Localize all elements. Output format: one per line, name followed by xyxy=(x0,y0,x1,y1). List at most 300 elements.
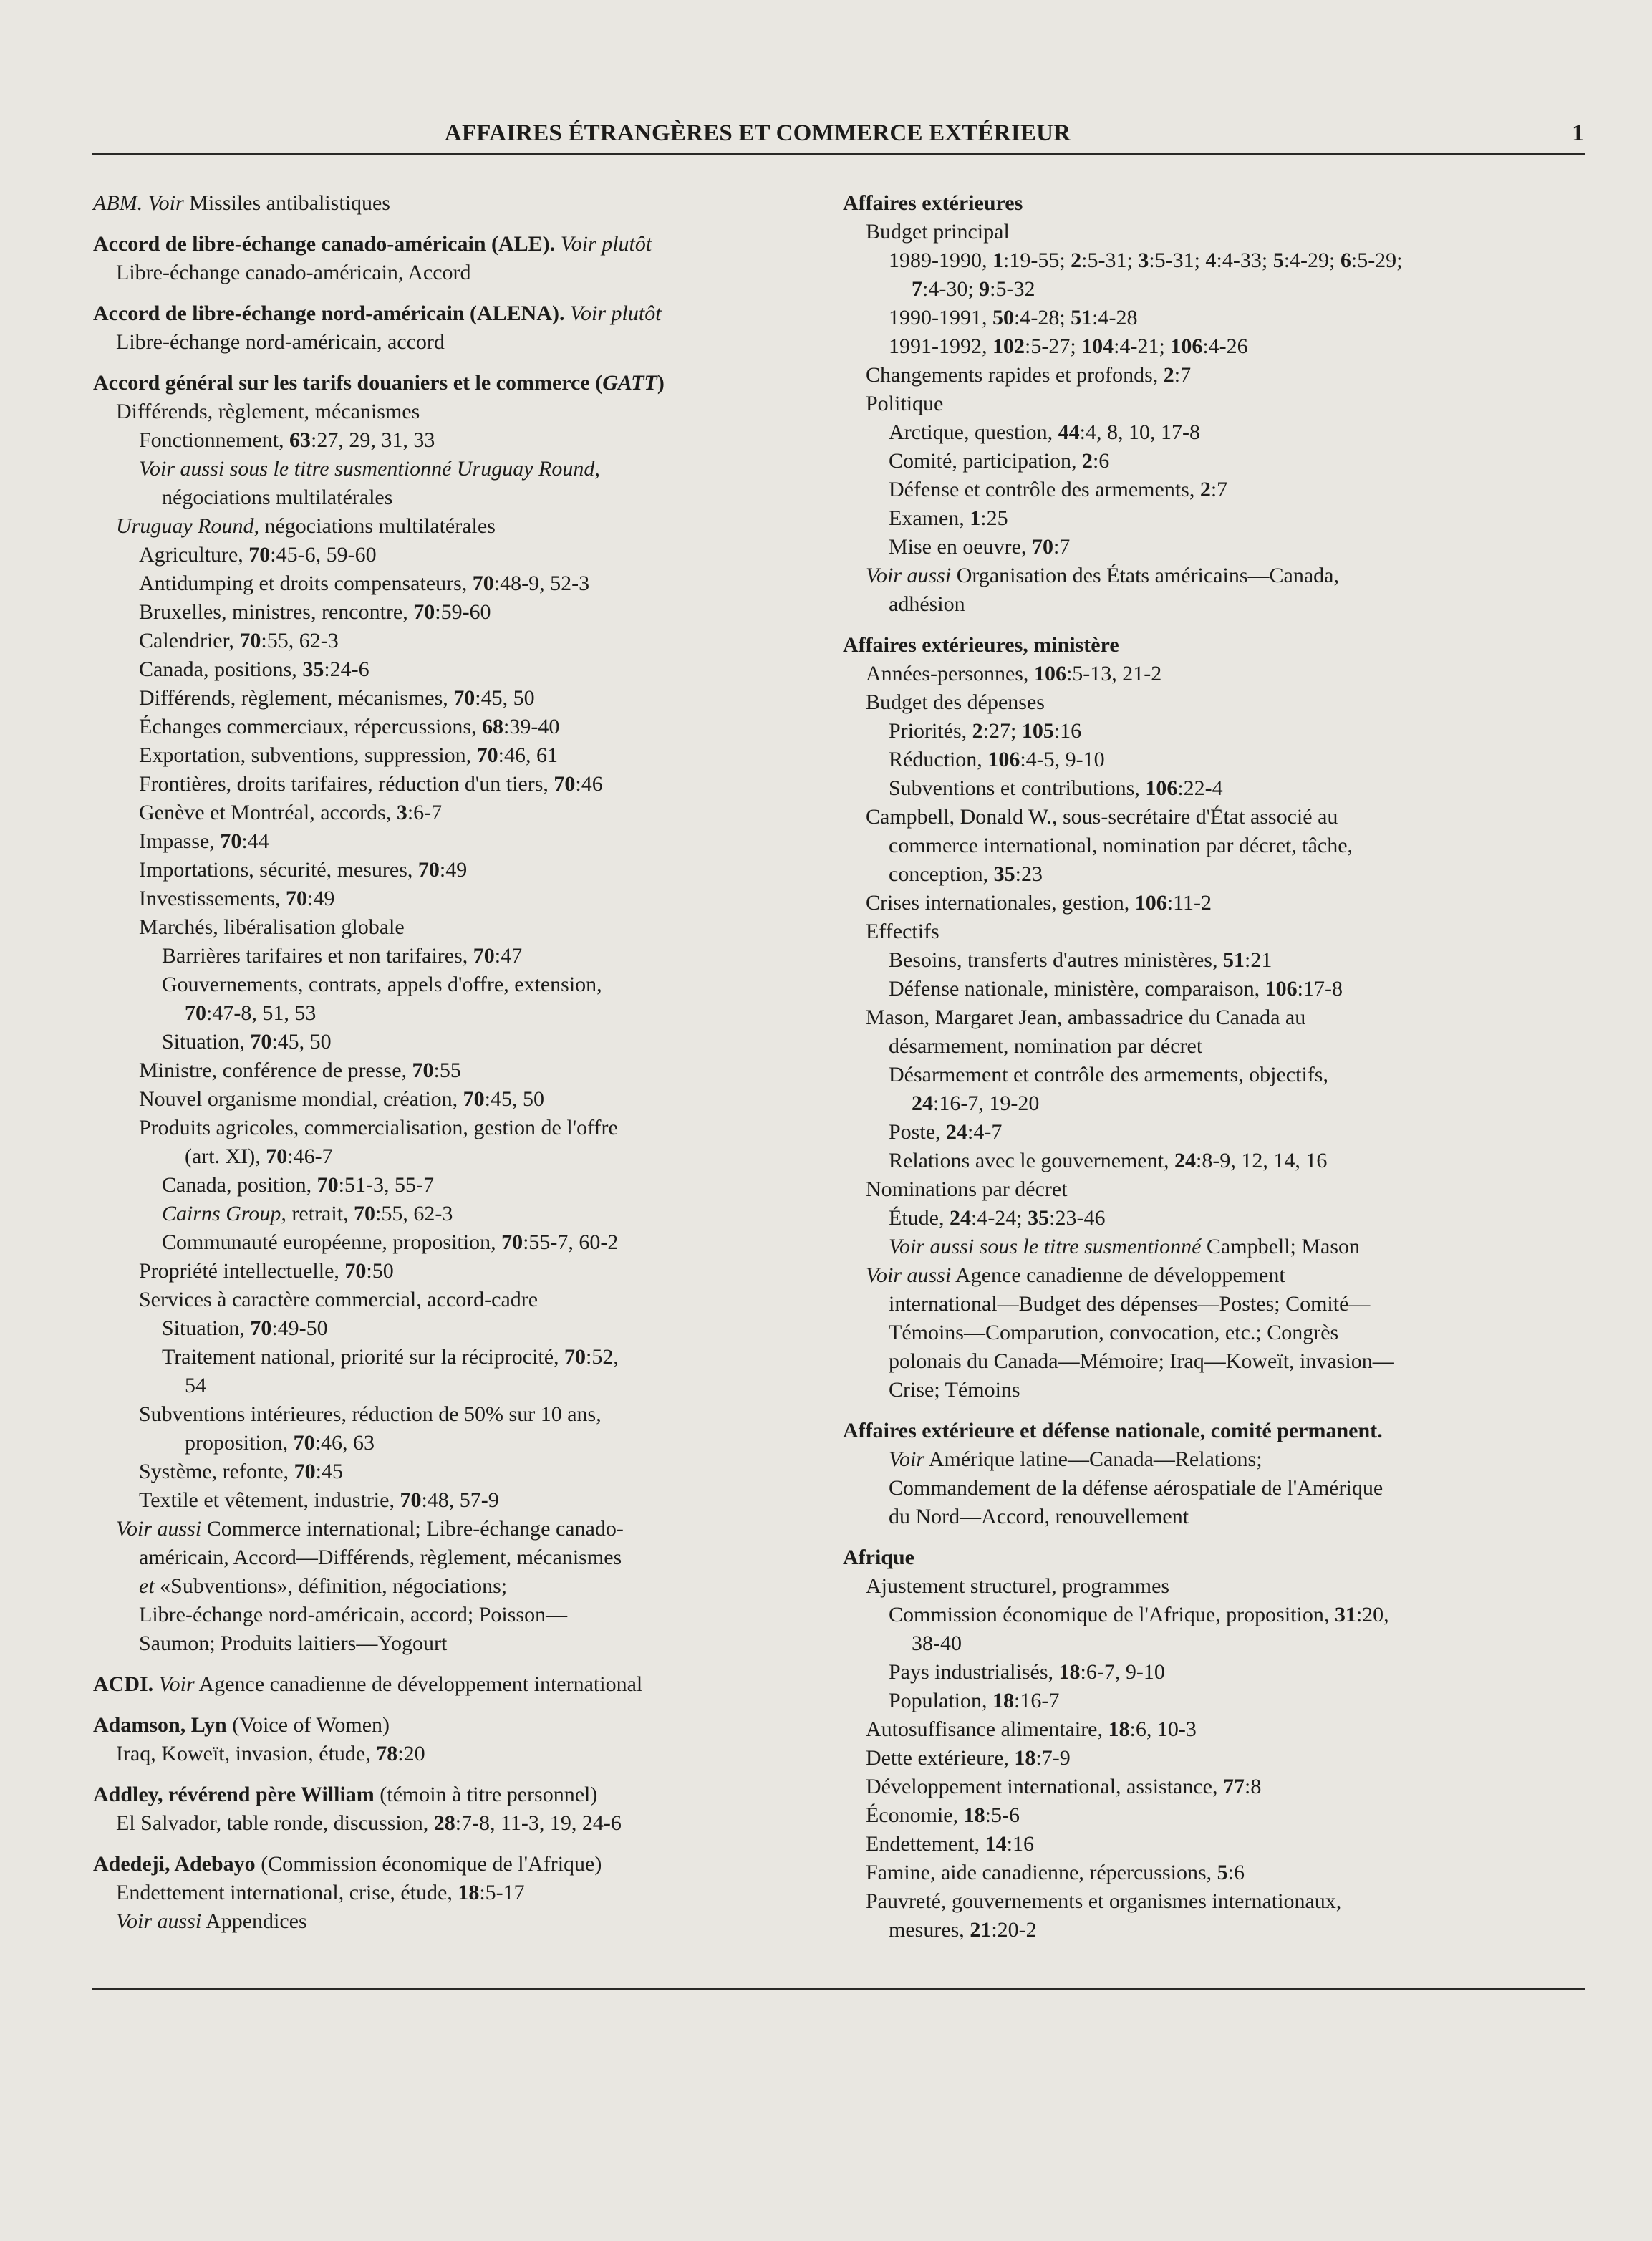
entry-subline xyxy=(93,1142,809,1171)
entry-text: Agence canadienne de développement xyxy=(951,1263,1285,1287)
entry-text: :45-6, 59-60 xyxy=(270,543,377,567)
entry-text: :4-28; xyxy=(1014,306,1071,329)
entry-text: Voir plutôt xyxy=(570,302,662,325)
page-number: 1 xyxy=(1572,120,1584,146)
entry-text: 3 xyxy=(1138,249,1149,272)
entry-text: Échanges commerciaux, répercussions, xyxy=(139,715,482,738)
entry-text: Fonctionnement, xyxy=(139,428,289,452)
entry-text: 70 xyxy=(220,829,242,853)
entry-text: 70 xyxy=(554,772,576,796)
entry-text: Examen, xyxy=(889,506,970,530)
index-entry xyxy=(843,189,1588,619)
entry-text: :8-9, 12, 14, 16 xyxy=(1196,1149,1328,1172)
entry-text: Réduction, xyxy=(889,748,988,771)
entry-text: Commerce international; Libre-échange canado- xyxy=(201,1517,624,1541)
entry-text: Afrique xyxy=(843,1546,914,1569)
entry-heading xyxy=(93,189,809,218)
entry-subline xyxy=(843,1118,1588,1147)
entry-text: mesures, xyxy=(889,1918,970,1942)
page-title: AFFAIRES ÉTRANGÈRES ET COMMERCE EXTÉRIEUR xyxy=(444,120,1071,146)
entry-subline xyxy=(93,569,809,598)
entry-text: Voir xyxy=(148,191,184,215)
entry-subline xyxy=(93,1400,809,1429)
entry-text: 77 xyxy=(1223,1775,1245,1798)
entry-text: Budget principal xyxy=(866,220,1010,244)
entry-text: Communauté européenne, proposition, xyxy=(162,1230,502,1254)
entry-subline xyxy=(843,361,1588,390)
entry-subline xyxy=(843,390,1588,418)
entry-text: Antidumping et droits compensateurs, xyxy=(139,572,473,595)
entry-text: :55, 62-3 xyxy=(261,629,339,652)
entry-text: Cairns Group, xyxy=(162,1202,286,1225)
entry-text: Marchés, libéralisation globale xyxy=(139,915,405,939)
entry-text: 70 xyxy=(285,887,307,910)
entry-text: 70 xyxy=(185,1001,206,1025)
entry-subline xyxy=(93,483,809,512)
entry-text: Accord général sur les tarifs douaniers et le commerce ( xyxy=(93,371,603,395)
entry-subline xyxy=(93,1171,809,1200)
entry-text: GATT xyxy=(602,371,657,395)
entry-subline xyxy=(843,1601,1588,1629)
entry-text: :27, 29, 31, 33 xyxy=(310,428,435,452)
entry-text: 70 xyxy=(412,1059,434,1082)
index-entry xyxy=(93,1670,809,1699)
entry-text: Situation, xyxy=(162,1316,251,1340)
entry-subline xyxy=(93,512,809,541)
entry-text: 9 xyxy=(979,277,990,301)
entry-text: :17-8 xyxy=(1297,977,1343,1001)
entry-heading xyxy=(93,230,809,259)
entry-subline xyxy=(843,774,1588,803)
entry-heading xyxy=(93,369,809,397)
entry-subline xyxy=(93,1543,809,1572)
entry-subline xyxy=(843,218,1588,246)
entry-heading xyxy=(843,631,1588,660)
entry-text: négociations multilatérales xyxy=(259,514,496,538)
entry-text: 70 xyxy=(250,1030,272,1054)
entry-text: 2 xyxy=(1071,249,1082,272)
entry-subline xyxy=(843,418,1588,447)
entry-subline xyxy=(93,1114,809,1142)
entry-text: Exportation, subventions, suppression, xyxy=(139,743,477,767)
entry-text: Nominations par décret xyxy=(866,1177,1068,1201)
entry-text: Produits agricoles, commercialisation, gestion de l'offre xyxy=(139,1116,618,1139)
entry-subline xyxy=(93,1601,809,1629)
entry-text: Population, xyxy=(889,1689,993,1712)
index-entry xyxy=(843,631,1588,1404)
entry-text: Défense et contrôle des armements, xyxy=(889,478,1200,501)
entry-text: 70 xyxy=(453,686,475,710)
entry-text: 70 xyxy=(501,1230,523,1254)
entry-text: Nouvel organisme mondial, création, xyxy=(139,1087,463,1111)
entry-text: :5-31; xyxy=(1149,249,1206,272)
entry-text: 106 xyxy=(1170,334,1203,358)
entry-text: :19-55; xyxy=(1003,249,1071,272)
entry-subline xyxy=(843,1658,1588,1687)
entry-subline xyxy=(93,1286,809,1314)
entry-text: Étude, xyxy=(889,1206,950,1230)
entry-text: 70 xyxy=(400,1488,422,1512)
entry-subline xyxy=(843,1261,1588,1290)
entry-text: Développement international, assistance, xyxy=(866,1775,1223,1798)
entry-subline xyxy=(843,1175,1588,1204)
entry-text: Saumon; Produits laitiers—Yogourt xyxy=(139,1632,448,1655)
entry-subline xyxy=(843,562,1588,590)
entry-text: 70 xyxy=(344,1259,367,1283)
entry-subline xyxy=(93,1429,809,1457)
entry-text: :7-8, 11-3, 19, 24-6 xyxy=(455,1811,622,1835)
entry-subline xyxy=(843,1715,1588,1744)
entry-subline xyxy=(843,447,1588,476)
entry-subline xyxy=(93,259,809,287)
entry-text: 70 xyxy=(472,572,494,595)
index-entry xyxy=(93,369,809,1658)
entry-text: 1989-1990, xyxy=(889,249,992,272)
entry-text: 1990-1991, xyxy=(889,306,992,329)
entry-text: Voir xyxy=(889,1447,925,1471)
entry-text: Crises internationales, gestion, xyxy=(866,891,1135,915)
entry-text: (Commission économique de l'Afrique) xyxy=(255,1852,602,1876)
index-entry xyxy=(843,1543,1588,1944)
entry-subline xyxy=(93,1879,809,1907)
entry-subline xyxy=(843,889,1588,917)
index-entry xyxy=(93,189,809,218)
entry-text: Subventions et contributions, xyxy=(889,776,1146,800)
entry-text: 38-40 xyxy=(912,1632,962,1655)
entry-text: 3 xyxy=(396,801,407,824)
entry-text: :24-6 xyxy=(324,657,369,681)
index-entry xyxy=(843,1417,1588,1531)
entry-text: :49-50 xyxy=(271,1316,328,1340)
entry-text: 5 xyxy=(1217,1861,1228,1884)
entry-text: :39-40 xyxy=(503,715,560,738)
index-entry xyxy=(93,1780,809,1838)
entry-text: retrait, xyxy=(286,1202,354,1225)
entry-text: :4, 8, 10, 17-8 xyxy=(1079,420,1200,444)
entry-text: 24 xyxy=(946,1120,968,1144)
entry-text: :48-9, 52-3 xyxy=(493,572,590,595)
entry-subline xyxy=(93,455,809,483)
entry-text: Autosuffisance alimentaire, xyxy=(866,1717,1108,1741)
entry-text: 70 xyxy=(266,1144,288,1168)
entry-subline xyxy=(93,627,809,655)
entry-subline xyxy=(93,1257,809,1286)
entry-text: Endettement international, crise, étude, xyxy=(116,1881,458,1904)
entry-subline xyxy=(93,1200,809,1228)
entry-subline xyxy=(93,541,809,569)
entry-text: Canada, positions, xyxy=(139,657,303,681)
entry-subline xyxy=(843,917,1588,946)
entry-text: Agence canadienne de développement international xyxy=(194,1672,643,1696)
entry-text: Accord de libre-échange canado-américain (ALE). xyxy=(93,232,556,256)
entry-text: Canada, position, xyxy=(162,1173,317,1197)
entry-text: 18 xyxy=(1014,1746,1036,1770)
entry-text: 104 xyxy=(1081,334,1114,358)
entry-text: 2 xyxy=(1081,449,1093,473)
entry-text: :5-29; xyxy=(1351,249,1403,272)
entry-text: Comité, participation, xyxy=(889,449,1082,473)
entry-heading xyxy=(843,189,1588,218)
entry-text: :4-5, 9-10 xyxy=(1020,748,1105,771)
entry-text: Voir aussi sous le titre susmentionné xyxy=(889,1235,1202,1258)
entry-text: :4-26 xyxy=(1202,334,1248,358)
entry-text: polonais du Canada—Mémoire; Iraq—Koweït, invasion— xyxy=(889,1349,1394,1373)
entry-text: 70 xyxy=(473,944,495,968)
entry-text: Voir aussi sous le titre susmentionné Uruguay Round, xyxy=(139,457,600,481)
entry-text: :55 xyxy=(433,1059,461,1082)
entry-text: 35 xyxy=(993,862,1015,886)
entry-text: 70 xyxy=(476,743,498,767)
entry-text: Libre-échange canado-américain, Accord xyxy=(116,261,471,284)
entry-text: Voir aussi xyxy=(116,1909,202,1933)
entry-text: :51-3, 55-7 xyxy=(338,1173,434,1197)
entry-text: Genève et Montréal, accords, xyxy=(139,801,397,824)
entry-subline xyxy=(843,1319,1588,1347)
entry-text: 18 xyxy=(458,1881,480,1904)
entry-text: :6, 10-3 xyxy=(1129,1717,1197,1741)
entry-text: Dette extérieure, xyxy=(866,1746,1015,1770)
entry-text: :7 xyxy=(1053,535,1071,559)
entry-subline xyxy=(93,426,809,455)
index-entry xyxy=(93,1711,809,1768)
entry-text: Iraq, Koweït, invasion, étude, xyxy=(116,1742,377,1765)
entry-text: 63 xyxy=(289,428,311,452)
entry-text: 54 xyxy=(185,1374,206,1397)
entry-text: :16-7 xyxy=(1014,1689,1060,1712)
entry-subline xyxy=(843,688,1588,717)
entry-text: :46, 63 xyxy=(314,1431,375,1455)
entry-subline xyxy=(843,1474,1588,1503)
entry-text: :44 xyxy=(241,829,269,853)
entry-text: :52, xyxy=(586,1345,619,1369)
entry-text: :5-13, 21-2 xyxy=(1066,662,1162,685)
entry-text: Ministre, conférence de presse, xyxy=(139,1059,412,1082)
entry-text: Commission économique de l'Afrique, proposition, xyxy=(889,1603,1335,1626)
entry-subline xyxy=(843,832,1588,860)
entry-text: Mise en oeuvre, xyxy=(889,535,1032,559)
entry-subline xyxy=(93,328,809,357)
entry-text: Témoins—Comparution, convocation, etc.; Congrès xyxy=(889,1321,1339,1344)
entry-text: 2 xyxy=(1163,363,1174,387)
entry-subline xyxy=(843,1859,1588,1887)
entry-text: Commandement de la défense aérospatiale de l'Amérique xyxy=(889,1476,1383,1500)
entry-text: Propriété intellectuelle, xyxy=(139,1259,345,1283)
entry-text: :6 xyxy=(1227,1861,1245,1884)
entry-subline xyxy=(93,741,809,770)
entry-subline xyxy=(93,799,809,827)
entry-text: 68 xyxy=(482,715,503,738)
entry-subline xyxy=(843,504,1588,533)
entry-text: 70 xyxy=(1031,535,1053,559)
entry-heading xyxy=(93,1711,809,1740)
entry-subline xyxy=(93,856,809,885)
entry-text: 51 xyxy=(1222,948,1245,972)
entry-text: :16-7, 19-20 xyxy=(933,1091,1040,1115)
entry-heading xyxy=(93,299,809,328)
entry-subline xyxy=(843,533,1588,562)
entry-subline xyxy=(93,970,809,999)
entry-text: Campbell, Donald W., sous-secrétaire d'État associé au xyxy=(866,805,1338,829)
index-entry xyxy=(93,230,809,287)
entry-text: 44 xyxy=(1058,420,1080,444)
entry-subline xyxy=(843,476,1588,504)
entry-subline xyxy=(93,655,809,684)
entry-text: Libre-échange nord-américain, accord xyxy=(116,330,445,354)
entry-text: Besoins, transferts d'autres ministères, xyxy=(889,948,1223,972)
entry-text: Relations avec le gouvernement, xyxy=(889,1149,1175,1172)
entry-text: :50 xyxy=(366,1259,394,1283)
entry-subline xyxy=(843,1233,1588,1261)
entry-text: Amérique latine—Canada—Relations; xyxy=(924,1447,1262,1471)
entry-text: Voir aussi xyxy=(116,1517,202,1541)
entry-text: Famine, aide canadienne, répercussions, xyxy=(866,1861,1217,1884)
entry-text: Crise; Témoins xyxy=(889,1378,1020,1402)
entry-text: 35 xyxy=(302,657,324,681)
entry-subline xyxy=(93,1629,809,1658)
entry-text: Années-personnes, xyxy=(866,662,1034,685)
entry-text: 14 xyxy=(985,1832,1007,1856)
entry-text: 21 xyxy=(970,1918,992,1942)
entry-text: :16 xyxy=(1006,1832,1034,1856)
entry-text: Voir aussi xyxy=(866,1263,952,1287)
entry-subline xyxy=(843,1003,1588,1032)
entry-text: ) xyxy=(657,371,665,395)
entry-text: :27; xyxy=(982,719,1022,743)
footer-rule xyxy=(92,1988,1585,1990)
entry-subline xyxy=(843,1290,1588,1319)
entry-subline xyxy=(843,946,1588,975)
entry-subline xyxy=(93,1809,809,1838)
entry-heading xyxy=(93,1670,809,1699)
entry-text: :4-29; xyxy=(1283,249,1341,272)
entry-text: Voir aussi xyxy=(866,564,952,587)
entry-text: 18 xyxy=(992,1689,1015,1712)
entry-text: 78 xyxy=(376,1742,398,1765)
entry-text: :6 xyxy=(1092,449,1110,473)
entry-text: Affaires extérieure et défense nationale, comité permanent. xyxy=(843,1419,1383,1442)
entry-text: Missiles antibalistiques xyxy=(183,191,390,215)
entry-text: 105 xyxy=(1021,719,1054,743)
entry-text: 1 xyxy=(992,249,1003,272)
entry-text: Adamson, Lyn xyxy=(93,1713,227,1737)
entry-text: proposition, xyxy=(185,1431,294,1455)
entry-text: :5-32 xyxy=(990,277,1035,301)
entry-text: 106 xyxy=(1265,977,1298,1001)
entry-subline xyxy=(843,246,1588,275)
entry-text: Mason, Margaret Jean, ambassadrice du Canada au xyxy=(866,1006,1306,1029)
entry-text: 50 xyxy=(992,306,1014,329)
entry-subline xyxy=(843,1089,1588,1118)
entry-heading xyxy=(93,1780,809,1809)
entry-text: :23-46 xyxy=(1049,1206,1106,1230)
entry-subline xyxy=(843,717,1588,746)
entry-text: 5 xyxy=(1272,249,1284,272)
index-column-right xyxy=(843,189,1588,1957)
entry-text: :49 xyxy=(439,858,468,882)
entry-text: :21 xyxy=(1244,948,1272,972)
entry-text: 70 xyxy=(250,1316,272,1340)
entry-text: Bruxelles, ministres, rencontre, xyxy=(139,600,414,624)
entry-subline xyxy=(93,942,809,970)
entry-text: Organisation des États américains—Canada, xyxy=(951,564,1339,587)
index-entry xyxy=(93,299,809,357)
entry-text xyxy=(565,302,571,325)
entry-subline xyxy=(93,1515,809,1543)
entry-subline xyxy=(93,1056,809,1085)
entry-text: :45, 50 xyxy=(475,686,535,710)
entry-text: :7-9 xyxy=(1035,1746,1071,1770)
entry-text: :16 xyxy=(1053,719,1082,743)
entry-text: :45, 50 xyxy=(271,1030,332,1054)
header-rule xyxy=(92,153,1585,155)
entry-text: Voir xyxy=(158,1672,195,1696)
entry-text: Services à caractère commercial, accord-cadre xyxy=(139,1288,538,1311)
entry-text: 51 xyxy=(1071,306,1093,329)
entry-text: Affaires extérieures xyxy=(843,191,1023,215)
entry-text: 2 xyxy=(1199,478,1211,501)
entry-text: 70 xyxy=(463,1087,485,1111)
entry-text: :45, 50 xyxy=(484,1087,545,1111)
entry-text: 102 xyxy=(992,334,1025,358)
entry-subline xyxy=(93,713,809,741)
entry-text: Appendices xyxy=(201,1909,307,1933)
entry-subline xyxy=(93,1740,809,1768)
entry-text: 70 xyxy=(317,1173,339,1197)
entry-subline xyxy=(843,1204,1588,1233)
entry-text: :55-7, 60-2 xyxy=(523,1230,619,1254)
entry-text: ABM. xyxy=(93,191,143,215)
entry-text: Impasse, xyxy=(139,829,221,853)
entry-text: «Subventions», définition, négociations; xyxy=(154,1574,508,1598)
entry-text: 106 xyxy=(1134,891,1167,915)
entry-text: Textile et vêtement, industrie, xyxy=(139,1488,400,1512)
entry-text: :20-2 xyxy=(991,1918,1037,1942)
entry-text: Uruguay Round, xyxy=(116,514,259,538)
entry-text: :46-7 xyxy=(287,1144,333,1168)
entry-text: :4-33; xyxy=(1216,249,1273,272)
entry-subline xyxy=(93,913,809,942)
entry-subline xyxy=(843,660,1588,688)
entry-subline xyxy=(93,1028,809,1056)
entry-text: Libre-échange nord-américain, accord; Poisson— xyxy=(139,1603,568,1626)
entry-text: 70 xyxy=(294,1460,316,1483)
entry-text: 70 xyxy=(564,1345,586,1369)
entry-text: Poste, xyxy=(889,1120,947,1144)
entry-text: Différends, règlement, mécanismes, xyxy=(139,686,454,710)
entry-text: Changements rapides et profonds, xyxy=(866,363,1164,387)
entry-text: désarmement, nomination par décret xyxy=(889,1034,1203,1058)
entry-text: 4 xyxy=(1205,249,1217,272)
entry-subline xyxy=(93,1314,809,1343)
entry-text: ACDI. xyxy=(93,1672,154,1696)
entry-text: :5-17 xyxy=(479,1881,525,1904)
entry-subline xyxy=(843,1744,1588,1773)
entry-text: Campbell; Mason xyxy=(1201,1235,1361,1258)
entry-text: :25 xyxy=(980,506,1008,530)
entry-subline xyxy=(93,1343,809,1372)
entry-subline xyxy=(843,590,1588,619)
entry-text: :49 xyxy=(306,887,335,910)
entry-text: 106 xyxy=(987,748,1020,771)
entry-text: Subventions intérieures, réduction de 50% sur 10 ans, xyxy=(139,1402,602,1426)
entry-text: :5-6 xyxy=(985,1803,1020,1827)
entry-subline xyxy=(93,885,809,913)
entry-subline xyxy=(93,1486,809,1515)
entry-heading xyxy=(93,1850,809,1879)
entry-text: :5-27; xyxy=(1025,334,1082,358)
entry-text: Gouvernements, contrats, appels d'offre, extension, xyxy=(162,973,602,996)
entry-subline xyxy=(93,598,809,627)
